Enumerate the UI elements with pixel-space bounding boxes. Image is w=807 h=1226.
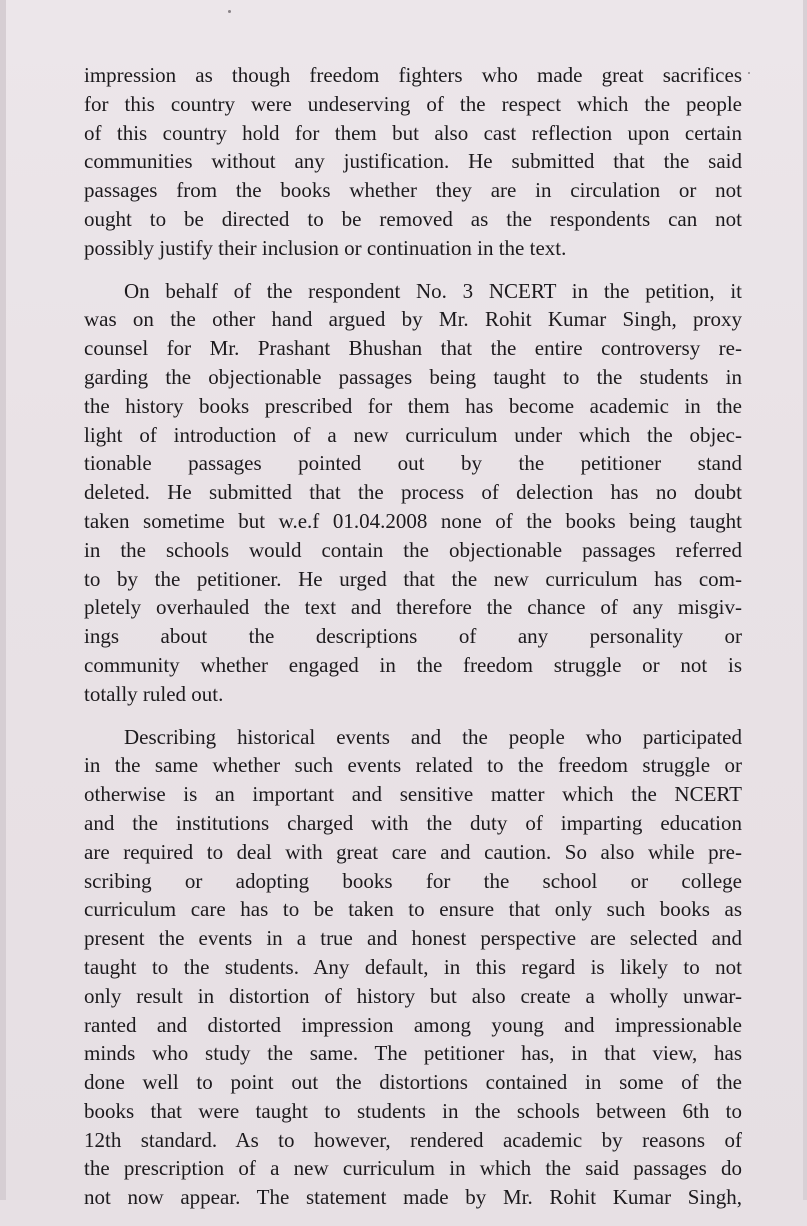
text-line: tionable passages pointed out by the petitioner stand [84, 451, 742, 476]
text-line: books that were taught to students in the schools between 6th to [84, 1098, 742, 1123]
text-line: of this country hold for them but also cast reflection upon certain [84, 120, 742, 145]
text-line: the history books prescribed for them has become academic in the [84, 393, 742, 418]
text-line: curriculum care has to be taken to ensure that only such books as [84, 897, 742, 922]
paper-speck [748, 72, 750, 74]
text-line: Describing historical events and the people who participated [124, 724, 742, 749]
text-line: not now appear. The statement made by Mr. Rohit Kumar Singh, [84, 1185, 742, 1210]
text-line: taught to the students. Any default, in this regard is likely to not [84, 954, 742, 979]
text-line: taken sometime but w.e.f 01.04.2008 none of the books being taught [84, 508, 742, 533]
text-line: to by the petitioner. He urged that the new curriculum has com- [84, 566, 742, 591]
text-line: On behalf of the respondent No. 3 NCERT in the petition, it [124, 278, 742, 303]
text-line: totally ruled out. [84, 681, 224, 706]
text-line: light of introduction of a new curriculum under which the objec- [84, 422, 742, 447]
text-line: only result in distortion of history but also create a wholly unwar- [84, 983, 742, 1008]
text-line: garding the objectionable passages being taught to the students in [84, 364, 742, 389]
text-line: and the institutions charged with the duty of imparting education [84, 810, 742, 835]
text-line: otherwise is an important and sensitive matter which the NCERT [84, 782, 742, 807]
text-line: ranted and distorted impression among young and impressionable [84, 1012, 742, 1037]
paper-speck [228, 10, 231, 13]
document-body [84, 61, 742, 1226]
text-line: ings about the descriptions of any personality or [84, 624, 742, 649]
text-line: in the same whether such events related to the freedom struggle or [84, 753, 742, 778]
text-line: ought to be directed to be removed as the respondents can not [84, 206, 742, 231]
text-line: the prescription of a new curriculum in which the said passages do [84, 1156, 742, 1181]
text-line: in the schools would contain the objectionable passages referred [84, 537, 742, 562]
text-line: was on the other hand argued by Mr. Rohit Kumar Singh, proxy [84, 307, 742, 332]
text-line: counsel for Mr. Prashant Bhushan that the entire controversy re- [84, 336, 742, 361]
text-line: pletely overhauled the text and therefore the chance of any misgiv- [84, 595, 742, 620]
text-line: community whether engaged in the freedom struggle or not is [84, 652, 742, 677]
paragraph-1 [84, 61, 742, 263]
text-line: passages from the books whether they are in circulation or not [84, 178, 742, 203]
text-line: 12th standard. As to however, rendered academic by reasons of [84, 1127, 742, 1152]
text-line: are required to deal with great care and caution. So also while pre- [84, 839, 742, 864]
text-line: minds who study the same. The petitioner has, in that view, has [84, 1041, 742, 1066]
text-line: for this country were undeserving of the respect which the people [84, 91, 742, 116]
text-line: scribing or adopting books for the school or college [84, 868, 742, 893]
paragraph-2 [84, 277, 742, 709]
paragraph-3 [84, 723, 742, 1213]
text-line: impression as though freedom fighters who made great sacrifices [84, 63, 742, 87]
text-line: possibly justify their inclusion or continuation in the text. [84, 235, 567, 260]
text-line: communities without any justification. He submitted that the said [84, 149, 742, 174]
text-line: done well to point out the distortions contained in some of the [84, 1070, 742, 1095]
text-line: deleted. He submitted that the process of delection has no doubt [84, 480, 742, 505]
text-line: present the events in a true and honest perspective are selected and [84, 926, 742, 951]
